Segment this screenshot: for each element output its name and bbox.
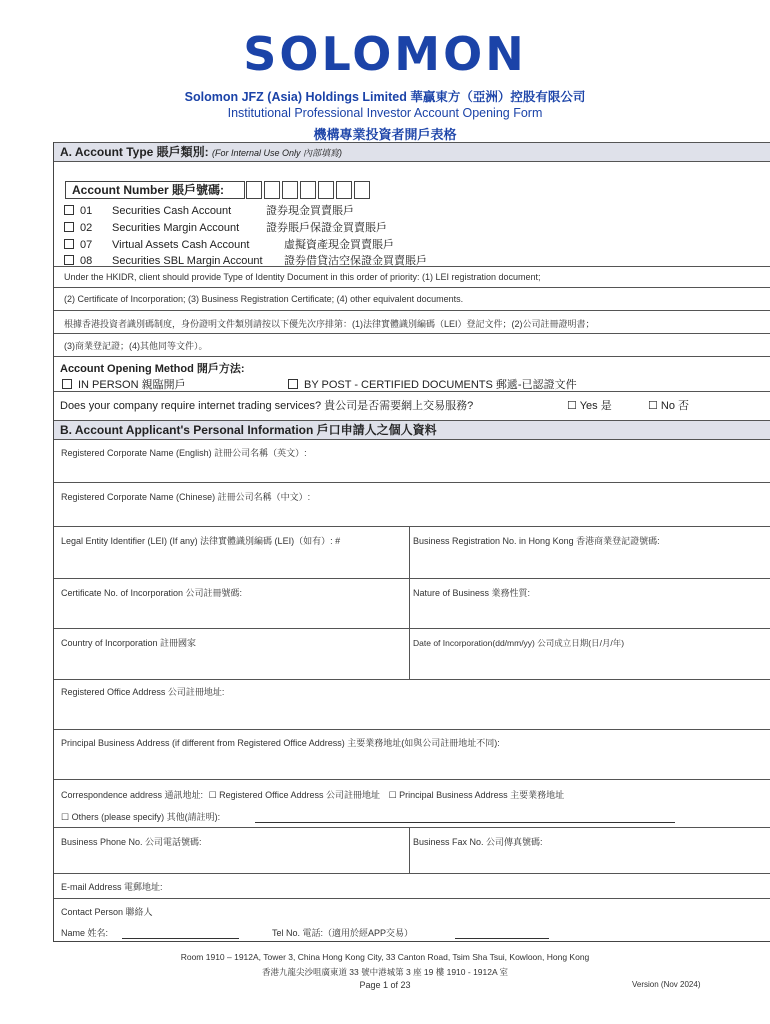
internal-use-note: (For Internal Use Only 內部填寫)	[212, 148, 343, 158]
internet-no-option[interactable]: ☐ No 否	[648, 400, 690, 412]
page-number: Page 1 of 23	[359, 980, 411, 990]
divider	[54, 779, 770, 780]
account-number-cell[interactable]	[336, 181, 352, 199]
divider	[54, 628, 770, 629]
cert-no-label: Certificate No. of Incorporation 公司註冊號碼:	[61, 588, 243, 598]
date-of-incorporation-label: Date of Incorporation(dd/mm/yy) 公司成立日期(日/月/年)	[413, 638, 625, 648]
business-phone-label: Business Phone No. 公司電話號碼:	[61, 837, 202, 847]
account-option-07[interactable]: 07 Virtual Assets Cash Account 虛擬資產現金買賣賬戶	[64, 236, 394, 252]
nature-of-business-label: Nature of Business 業務性質:	[413, 588, 531, 598]
internet-trading-question: Does your company require internet trading services? 貴公司是否需要網上交易服務?	[60, 400, 474, 412]
checkbox[interactable]	[64, 205, 74, 215]
account-option-02[interactable]: 02 Securities Margin Account 證券賬戶保證金買賣賬戶	[64, 219, 387, 235]
account-number-cell[interactable]	[318, 181, 334, 199]
account-number-cell[interactable]	[300, 181, 316, 199]
correspondence-row	[61, 788, 564, 801]
account-number-cell[interactable]	[282, 181, 298, 199]
contact-tel-input-line[interactable]	[455, 938, 549, 939]
registered-office-label: Registered Office Address 公司註冊地址:	[61, 687, 225, 697]
hkidr-note-en-1: Under the HKIDR, client should provide Type of Identity Document in this order of priority: (1) LEI registration document;	[64, 272, 541, 282]
country-label: Country of Incorporation 註冊國家	[61, 638, 197, 648]
checkbox[interactable]	[288, 379, 298, 389]
in-person-option[interactable]: IN PERSON 親臨開戶	[62, 376, 186, 392]
divider	[54, 287, 770, 288]
corporate-name-zh-label: Registered Corporate Name (Chinese) 註冊公司名稱（中文）:	[61, 492, 311, 502]
corr-principal-option[interactable]: ☐ Principal Business Address 主要業務地址	[388, 790, 565, 800]
internet-yes-option[interactable]: ☐ Yes 是	[567, 400, 612, 412]
contact-name-input-line[interactable]	[122, 938, 239, 939]
section-b-title: B. Account Applicant's Personal Information 戶口申請人之個人資料	[60, 423, 437, 437]
divider	[54, 898, 770, 899]
checkbox[interactable]	[64, 222, 74, 232]
section-b-header	[54, 420, 770, 440]
account-option-08[interactable]: 08 Securities SBL Margin Account 證券借貸沽空保證金買賣賬戶	[64, 252, 427, 268]
contact-person-label: Contact Person 聯絡人	[61, 907, 153, 917]
br-no-label: Business Registration No. in Hong Kong 香港商業登記證號碼:	[413, 536, 660, 546]
contact-name-label: Name 姓名:	[61, 928, 109, 938]
account-option-01[interactable]: 01 Securities Cash Account 證券現金買賣賬戶	[64, 202, 354, 218]
divider	[54, 391, 770, 392]
contact-tel-label: Tel No. 電話:（適用於經APP交易）	[272, 928, 414, 938]
by-post-option[interactable]: BY POST - CERTIFIED DOCUMENTS 郵遞-已認證文件	[288, 376, 577, 392]
business-fax-label: Business Fax No. 公司傳真號碼:	[413, 837, 543, 847]
divider	[54, 266, 770, 267]
divider	[54, 729, 770, 730]
divider	[54, 873, 770, 874]
divider	[54, 526, 770, 527]
section-a-title: A. Account Type 賬戶類別:	[60, 145, 209, 159]
logo-text: SOLOMON	[243, 27, 527, 81]
account-number-label: Account Number 賬戶號碼:	[65, 181, 245, 199]
lei-label: Legal Entity Identifier (LEI) (If any) 法律實體識別編碼 (LEI)（如有）: #	[61, 536, 341, 546]
divider	[54, 310, 770, 311]
version-label: Version (Nov 2024)	[632, 980, 701, 989]
form-title-zh: 機構專業投資者開戶表格	[313, 127, 457, 142]
account-number-cell[interactable]	[354, 181, 370, 199]
form-title-en: Institutional Professional Investor Account Opening Form	[227, 106, 543, 120]
account-number-cell[interactable]	[264, 181, 280, 199]
checkbox[interactable]	[62, 379, 72, 389]
checkbox[interactable]	[64, 239, 74, 249]
divider	[54, 578, 770, 579]
divider	[54, 827, 770, 828]
hkidr-note-zh-2: (3)商業登記證；(4)其他同等文件）。	[64, 341, 208, 351]
email-label: E-mail Address 電郵地址:	[61, 882, 163, 892]
others-input-line[interactable]	[255, 822, 675, 823]
footer-address-zh: 香港九龍尖沙咀廣東道 33 號中港城第 3 座 19 樓 1910 - 1912A 室	[261, 967, 509, 977]
opening-method-label: Account Opening Method 開戶方法:	[60, 363, 245, 375]
corr-others-option[interactable]: ☐ Others (please specify) 其他(請註明):	[61, 812, 221, 822]
column-divider	[409, 827, 410, 873]
company-logo	[0, 28, 770, 80]
checkbox[interactable]	[64, 255, 74, 265]
corporate-name-en-label: Registered Corporate Name (English) 註冊公司名稱（英文）:	[61, 448, 307, 458]
correspondence-label: Correspondence address 通訊地址:	[61, 790, 204, 800]
hkidr-note-zh-1: 根據香港投資者識別碼制度，身份證明文件類別請按以下優先次序排第：(1)法律實體識別編碼（LEI）登記文件；(2)公司註冊證明書；	[64, 319, 595, 329]
footer-address-en: Room 1910 – 1912A, Tower 3, China Hong Kong City, 33 Canton Road, Tsim Sha Tsui, Kowloon, Hong Kong	[180, 952, 590, 962]
column-divider	[409, 526, 410, 680]
divider	[54, 356, 770, 357]
divider	[54, 482, 770, 483]
divider	[54, 679, 770, 680]
hkidr-note-en-2: (2) Certificate of Incorporation; (3) Business Registration Certificate; (4) other equivalent documents.	[64, 294, 464, 304]
section-a-header	[54, 142, 770, 162]
company-name: Solomon JFZ (Asia) Holdings Limited 華贏東方（亞洲）控股有限公司	[184, 90, 586, 104]
account-number-cell[interactable]	[246, 181, 262, 199]
corr-registered-option[interactable]: ☐ Registered Office Address 公司註冊地址	[208, 790, 381, 800]
divider	[54, 333, 770, 334]
principal-address-label: Principal Business Address (if different from Registered Office Address) 主要業務地址(如與公司註冊地址不同):	[61, 738, 500, 748]
